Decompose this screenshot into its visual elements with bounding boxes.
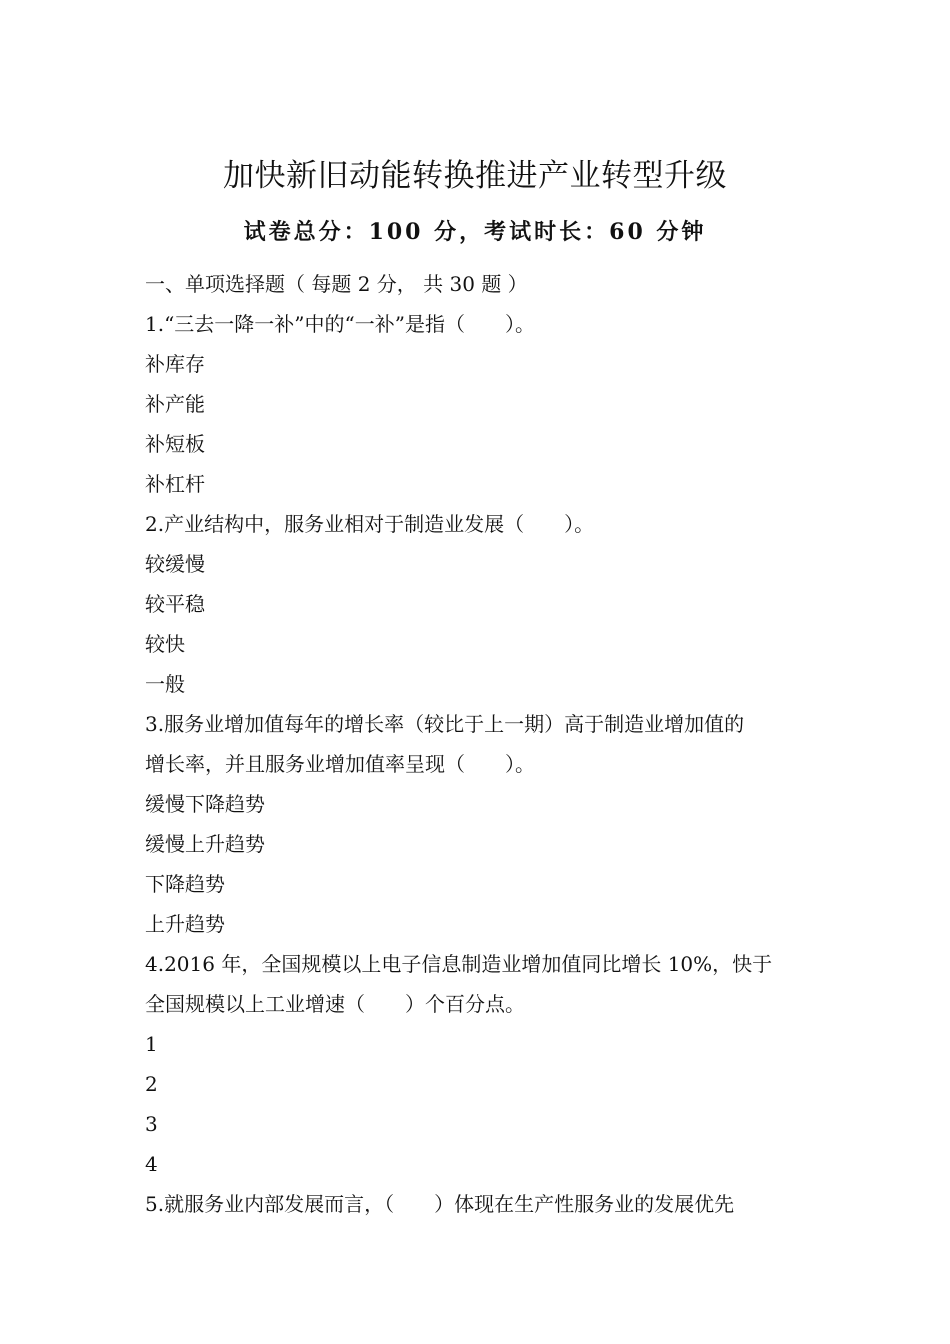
question-text: 3.服务业增加值每年的增长率（较比于上一期）高于制造业增加值的: [145, 712, 745, 736]
document-title: 加快新旧动能转换推进产业转型升级: [223, 158, 727, 194]
answer-option: 补杠杆: [145, 472, 205, 496]
answer-option: 补产能: [145, 392, 205, 416]
answer-option: 上升趋势: [145, 912, 225, 936]
question-text: 5.就服务业内部发展而言，（ ）体现在生产性服务业的发展优先: [145, 1192, 735, 1216]
answer-option: 下降趋势: [145, 872, 225, 896]
answer-option: 1: [145, 1032, 158, 1056]
answer-option: 较快: [145, 632, 185, 656]
answer-option: 2: [145, 1072, 158, 1096]
answer-option: 缓慢下降趋势: [145, 792, 265, 816]
question-text: 1.“三去一降一补”中的“一补”是指（ ）。: [145, 312, 535, 336]
question-list: [145, 264, 825, 1224]
answer-option: 一般: [145, 672, 185, 696]
answer-option: 较缓慢: [145, 552, 205, 576]
answer-option: 缓慢上升趋势: [145, 832, 265, 856]
answer-option: 补短板: [145, 432, 205, 456]
answer-option: 3: [145, 1112, 158, 1136]
answer-option: 4: [145, 1152, 158, 1176]
question-text: 4.2016 年，全国规模以上电子信息制造业增加值同比增长 10%，快于: [145, 952, 773, 976]
question-text-continued: 增长率，并且服务业增加值率呈现（ ）。: [145, 752, 535, 776]
exam-info: 试卷总分：100 分，考试时长：60 分钟: [243, 219, 707, 245]
question-text-continued: 全国规模以上工业增速（ ）个百分点。: [145, 992, 525, 1016]
section-heading: 一、单项选择题（ 每题 2 分， 共 30 题 ）: [145, 272, 528, 296]
answer-option: 较平稳: [145, 592, 205, 616]
answer-option: 补库存: [145, 352, 205, 376]
question-text: 2.产业结构中，服务业相对于制造业发展（ ）。: [145, 512, 595, 536]
